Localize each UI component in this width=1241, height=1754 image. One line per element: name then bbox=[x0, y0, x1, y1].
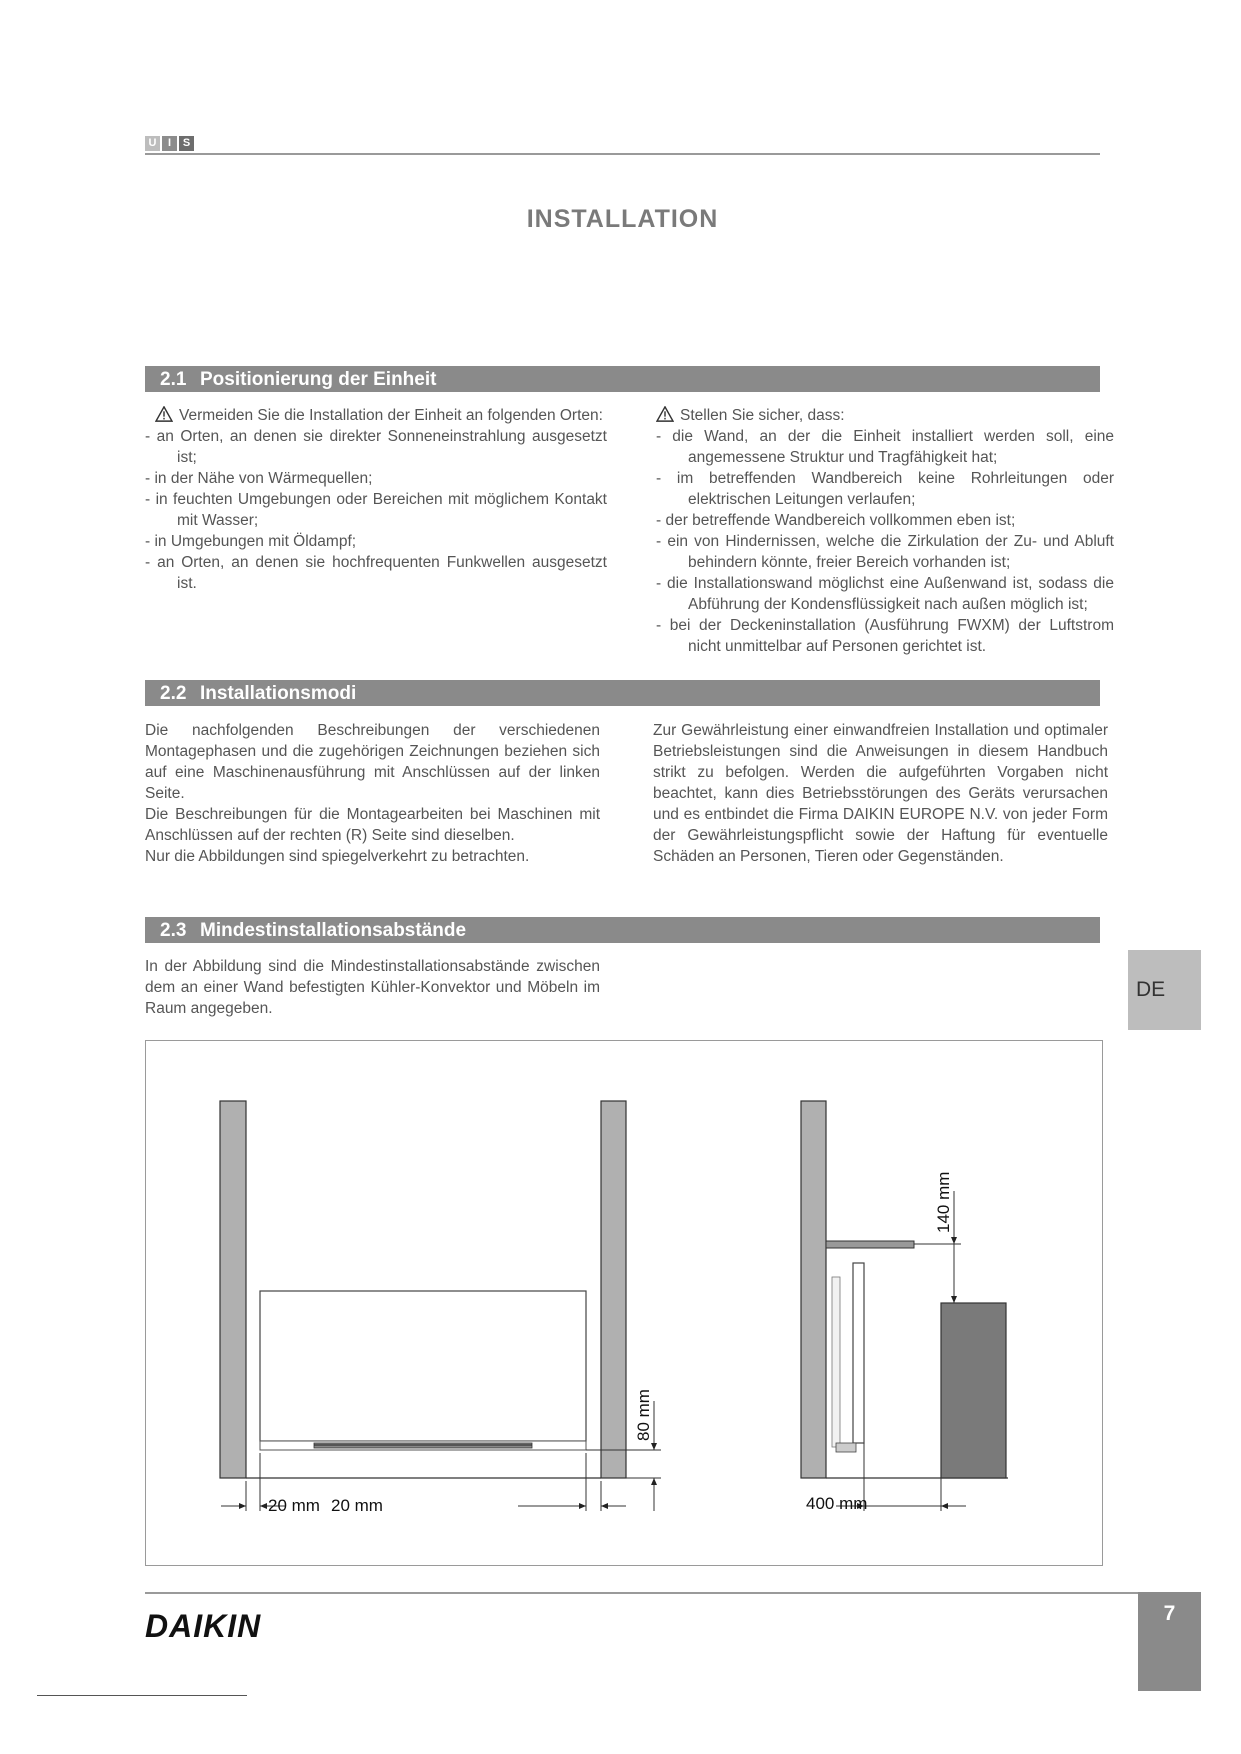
dim-label-20mm-right: 20 mm bbox=[331, 1496, 383, 1515]
footer-divider bbox=[145, 1592, 1138, 1594]
left-wall bbox=[220, 1101, 246, 1478]
unit-side-back bbox=[832, 1277, 840, 1447]
section-title: Positionierung der Einheit bbox=[200, 369, 437, 390]
daikin-logo bbox=[145, 1606, 315, 1651]
side-wall bbox=[801, 1101, 826, 1478]
lang-box-u: U bbox=[145, 136, 160, 151]
list-item: - im betreffenden Wandbereich keine Rohrleitungen oder elektrischen Leitungen verlaufen; bbox=[656, 470, 1114, 508]
list-item: - an Orten, an denen sie direkter Sonneneinstrahlung ausgesetzt ist; bbox=[145, 428, 607, 466]
section-header-2-1 bbox=[145, 366, 1100, 392]
warning-icon bbox=[656, 406, 674, 422]
furniture bbox=[941, 1303, 1006, 1478]
dim-label-80mm: 80 mm bbox=[634, 1389, 653, 1441]
page-number: 7 bbox=[1138, 1592, 1201, 1691]
paragraph: Zur Gewährleistung einer einwandfreien Installation und optimaler Betriebsleistungen sind die Anweisungen in diesem Handbuch strikt zu befolgen. Werden die aufgeführten Vorgaben nicht beachtet, kann dies Betriebsstörungen des Geräts verursachen und es entbindet die Firma DAIKIN EUROPE N.V. von jeder Form der Gewährleistungspflicht sowie der Haftung für eventuelle Schäden an Personen, Tieren oder Gegenständen. bbox=[653, 722, 1108, 865]
list-item: - die Wand, an der die Einheit installiert werden soll, eine angemessene Struktur und Tragfähigkeit hat; bbox=[656, 428, 1114, 466]
section-header-2-3 bbox=[145, 917, 1100, 943]
section-2-2-right-column bbox=[653, 720, 1108, 867]
warning-icon bbox=[155, 406, 173, 422]
section-number: 2.1 bbox=[160, 369, 187, 390]
list-item: - in feuchten Umgebungen oder Bereichen mit möglichem Kontakt mit Wasser; bbox=[145, 491, 607, 529]
lang-box-s: S bbox=[179, 136, 194, 151]
list-item: - in der Nähe von Wärmequellen; bbox=[145, 470, 373, 487]
daikin-logo-mark bbox=[145, 1606, 315, 1646]
list-item: - die Installationswand möglichst eine Außenwand ist, sodass die Abführung der Kondensflüssigkeit nach außen möglich ist; bbox=[656, 575, 1114, 613]
paragraph: Die nachfolgenden Beschreibungen der verschiedenen Montagephasen und die zugehörigen Zeichnungen beziehen sich auf eine Maschinenausführung mit Anschlüssen auf der linken Seite. bbox=[145, 722, 600, 802]
front-view bbox=[220, 1101, 661, 1515]
unit-side-base bbox=[836, 1443, 856, 1452]
list-item: - ein von Hindernissen, welche die Zirkulation der Zu- und Abluft behindern könnte, freier Bereich vorhanden ist; bbox=[656, 533, 1114, 571]
section-header-2-2 bbox=[145, 680, 1100, 706]
side-view bbox=[801, 1101, 1008, 1513]
shelf bbox=[826, 1241, 914, 1248]
section-2-1-right-column bbox=[656, 405, 1114, 657]
list-item: - in Umgebungen mit Öldampf; bbox=[145, 533, 357, 550]
section-number: 2.3 bbox=[160, 920, 187, 941]
warning-intro-text: Stellen Sie sicher, dass: bbox=[680, 407, 845, 424]
section-title: Installationsmodi bbox=[200, 683, 357, 704]
section-2-2-left-column bbox=[145, 720, 600, 867]
installation-clearance-figure bbox=[145, 1040, 1103, 1566]
dim-label-140mm: 140 mm bbox=[934, 1171, 953, 1233]
list-item: - bei der Deckeninstallation (Ausführung FWXM) der Luftstrom nicht unmittelbar auf Personen gerichtet ist. bbox=[656, 617, 1114, 655]
language-tab: DE bbox=[1128, 950, 1201, 1030]
right-wall bbox=[601, 1101, 626, 1478]
paragraph: In der Abbildung sind die Mindestinstallationsabstände zwischen dem an einer Wand befestigten Kühler-Konvektor und Möbeln im Raum angegeben. bbox=[145, 958, 600, 1017]
fan-coil-unit bbox=[260, 1291, 586, 1441]
paragraph: Die Beschreibungen für die Montagearbeiten bei Maschinen mit Anschlüssen auf der rechten (R) Seite sind dieselben. bbox=[145, 806, 600, 844]
warning-intro-text: Vermeiden Sie die Installation der Einheit an folgenden Orten: bbox=[179, 407, 603, 424]
page-title: INSTALLATION bbox=[526, 205, 719, 233]
list-item: - an Orten, an denen sie hochfrequenten Funkwellen ausgesetzt ist. bbox=[145, 554, 607, 592]
lang-box-i: I bbox=[162, 136, 177, 151]
dim-label-20mm-left: 20 mm bbox=[268, 1496, 320, 1515]
language-indicator bbox=[145, 136, 194, 151]
section-title: Mindestinstallationsabstände bbox=[200, 920, 467, 941]
warning-paragraph bbox=[145, 405, 607, 426]
brand-name: DAIKIN bbox=[145, 1608, 262, 1644]
paragraph: Nur die Abbildungen sind spiegelverkehrt zu betrachten. bbox=[145, 848, 530, 865]
section-2-1-left-column bbox=[145, 405, 607, 594]
section-number: 2.2 bbox=[160, 683, 187, 704]
header-divider bbox=[145, 153, 1100, 155]
unit-side-profile bbox=[853, 1263, 864, 1443]
clearance-diagram bbox=[146, 1041, 1104, 1567]
warning-paragraph bbox=[656, 405, 1114, 426]
section-2-3-text bbox=[145, 956, 600, 1019]
list-item: - der betreffende Wandbereich vollkommen eben ist; bbox=[656, 512, 1016, 529]
dim-label-400mm: 400 mm bbox=[806, 1494, 868, 1513]
scan-artifact-line bbox=[37, 1695, 247, 1696]
